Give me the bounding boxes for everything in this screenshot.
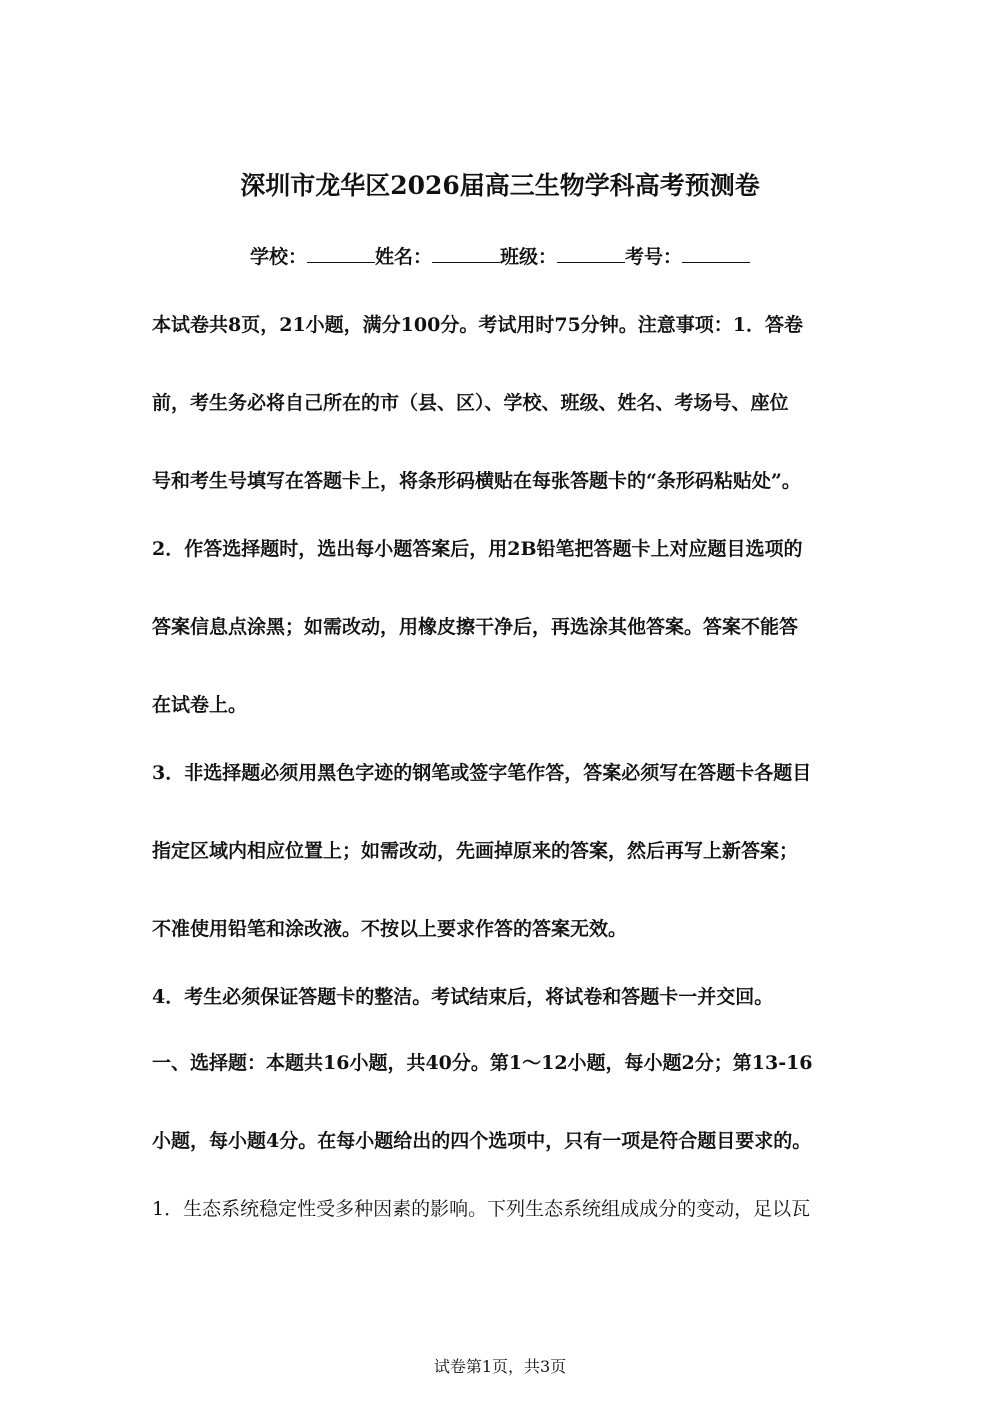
instructions-line-5: 答案信息点涂黑；如需改动，用橡皮擦干净后，再选涂其他答案。答案不能答 xyxy=(152,616,799,638)
section-heading-line-1: 一、选择题：本题共16小题，共40分。第1～12小题，每小题2分；第13-16 xyxy=(152,1052,813,1074)
instructions-line-6: 在试卷上。 xyxy=(152,694,248,716)
exam-title: 深圳市龙华区2026届高三生物学科高考预测卷 xyxy=(240,171,760,200)
instructions-line-10: 4．考生必须保证答题卡的整洁。考试结束后，将试卷和答题卡一并交回。 xyxy=(152,986,774,1008)
instructions-line-2: 前，考生务必将自己所在的市（县、区）、学校、班级、姓名、考场号、座位 xyxy=(152,392,789,414)
exam-number-label: 考号： xyxy=(625,246,683,268)
student-info-fields xyxy=(0,244,1000,270)
instructions-line-4: 2．作答选择题时，选出每小题答案后，用2B铅笔把答题卡上对应题目选项的 xyxy=(152,538,803,560)
instructions-line-8: 指定区域内相应位置上；如需改动，先画掉原来的答案，然后再写上新答案； xyxy=(152,840,799,862)
section-heading-line-2: 小题，每小题4分。在每小题给出的四个选项中，只有一项是符合题目要求的。 xyxy=(152,1130,812,1152)
school-blank xyxy=(307,244,375,263)
class-blank xyxy=(557,244,625,263)
instructions-line-7: 3．非选择题必须用黑色字迹的钢笔或签字笔作答，答案必须写在答题卡各题目 xyxy=(152,762,812,784)
instructions-line-1: 本试卷共8页，21小题，满分100分。考试用时75分钟。注意事项：1．答卷 xyxy=(152,314,803,336)
name-label: 姓名： xyxy=(374,246,432,268)
instructions-line-3: 号和考生号填写在答题卡上，将条形码横贴在每张答题卡的“条形码粘贴处”。 xyxy=(152,470,801,492)
exam-number-blank xyxy=(682,244,750,263)
question-1-text: 1．生态系统稳定性受多种因素的影响。下列生态系统组成成分的变动，足以瓦 xyxy=(152,1198,811,1220)
page-footer: 试卷第1页，共3页 xyxy=(433,1357,567,1376)
instructions-line-9: 不准使用铅笔和涂改液。不按以上要求作答的答案无效。 xyxy=(152,918,628,940)
school-label: 学校： xyxy=(249,246,307,268)
class-label: 班级： xyxy=(500,246,558,268)
name-blank xyxy=(432,244,500,263)
